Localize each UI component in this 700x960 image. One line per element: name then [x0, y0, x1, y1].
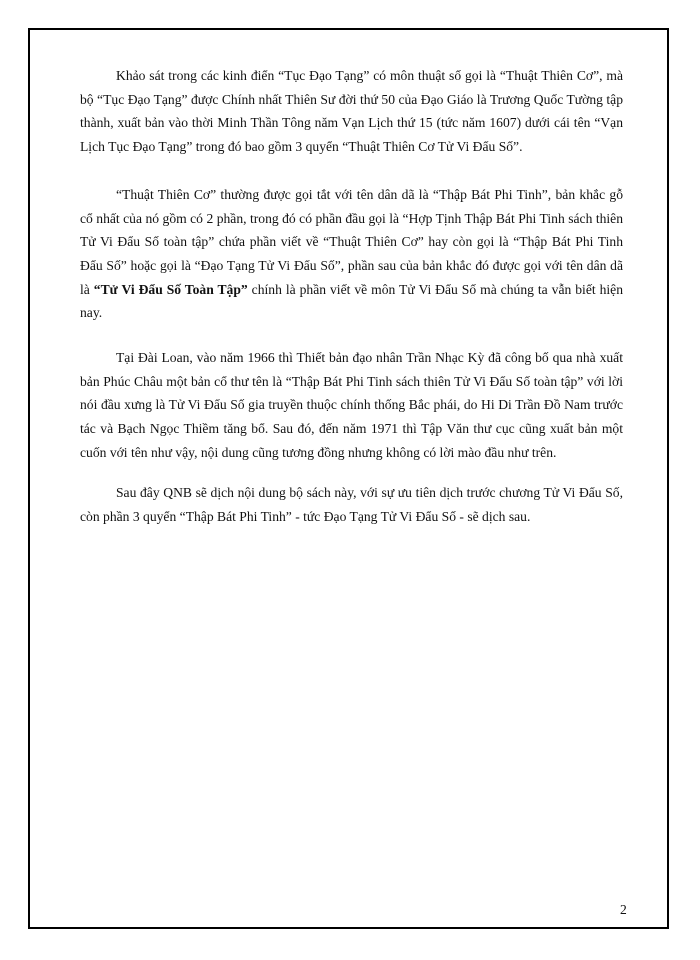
text-line: Tại Đài Loan, vào năm 1966 thì Thiết bản đạo nhân Trần Nhạc Kỳ đã công bố qua nhà xuất	[116, 350, 623, 365]
text-line: “Thuật Thiên Cơ” thường được gọi tắt với tên dân dã là “Thập Bát Phi Tinh”, bản khắc gỗ	[116, 187, 623, 202]
text-line: Lịch Tục Đạo Tạng” trong đó bao gồm 3 quyển “Thuật Thiên Cơ Tử Vi Đẩu Số”.	[80, 139, 523, 155]
text-line: Sau đây QNB sẽ dịch nội dung bộ sách này, với sự ưu tiên dịch trước chương Tử Vi Đẩu Số,	[116, 485, 623, 500]
page-number: 2	[620, 902, 627, 917]
text-line: bản Phúc Châu một bản cổ thư tên là “Thập Bát Phi Tinh sách thiên Tử Vi Đẩu Số toàn tập” với lời	[80, 373, 623, 389]
text-line-with-bold	[80, 278, 623, 302]
paragraph-3	[80, 346, 623, 464]
paragraph-4	[80, 481, 623, 528]
text-line: nói đầu xưng là Tử Vi Đẩu Số gia truyền thuộc chính thống Bắc phái, do Hi Di Trần Đồ Nam trước	[80, 397, 623, 413]
text-line: Khảo sát trong các kinh điển “Tục Đạo Tạng” có môn thuật số gọi là “Thuật Thiên Cơ”, mà	[116, 68, 623, 83]
paragraph-2	[80, 183, 623, 325]
page-border	[28, 28, 669, 929]
bold-title: “Tử Vi Đẩu Số Toàn Tập”	[93, 281, 248, 297]
text-line: thành, xuất bản vào thời Minh Thần Tông năm Vạn Lịch thứ 15 (tức năm 1607) dưới cái tên “Vạn	[80, 115, 623, 131]
text-line: tác và Bạch Ngọc Thiềm tăng bổ. Sau đó, đến năm 1971 thì Tập Văn thư cục cũng xuất bản một	[80, 421, 623, 437]
text-line: nay.	[80, 305, 103, 321]
text-segment: chính là phần viết về môn Tử Vi Đẩu Số mà chúng ta vẫn biết hiện	[247, 281, 623, 297]
text-line: bộ “Tục Đạo Tạng” được Chính nhất Thiên Sư đời thứ 50 của Đạo Giáo là Trương Quốc Tường tập	[80, 91, 623, 107]
text-line: cuốn với tên như vậy, nội dung cũng tương đồng nhưng không có lời mào đầu như trên.	[80, 444, 557, 460]
text-line: Đẩu Số” hoặc gọi là “Đạo Tạng Tử Vi Đẩu Số”, phần sau của bản khắc đó được gọi với tên dân dã	[80, 258, 623, 274]
text-line: cổ nhất của nó gồm có 2 phần, trong đó có phần đầu gọi là “Hợp Tịnh Thập Bát Phi Tinh sách thiên	[80, 210, 623, 226]
paragraph-1	[80, 64, 623, 159]
text-segment: là	[80, 281, 94, 297]
text-line: Tử Vi Đẩu Số toàn tập” chứa phần viết về “Thuật Thiên Cơ” hay còn gọi là “Thập Bát Phi Tinh	[80, 234, 623, 250]
text-line: còn phần 3 quyển “Thập Bát Phi Tinh” - tức Đạo Tạng Tử Vi Đẩu Số - sẽ dịch sau.	[80, 508, 531, 524]
